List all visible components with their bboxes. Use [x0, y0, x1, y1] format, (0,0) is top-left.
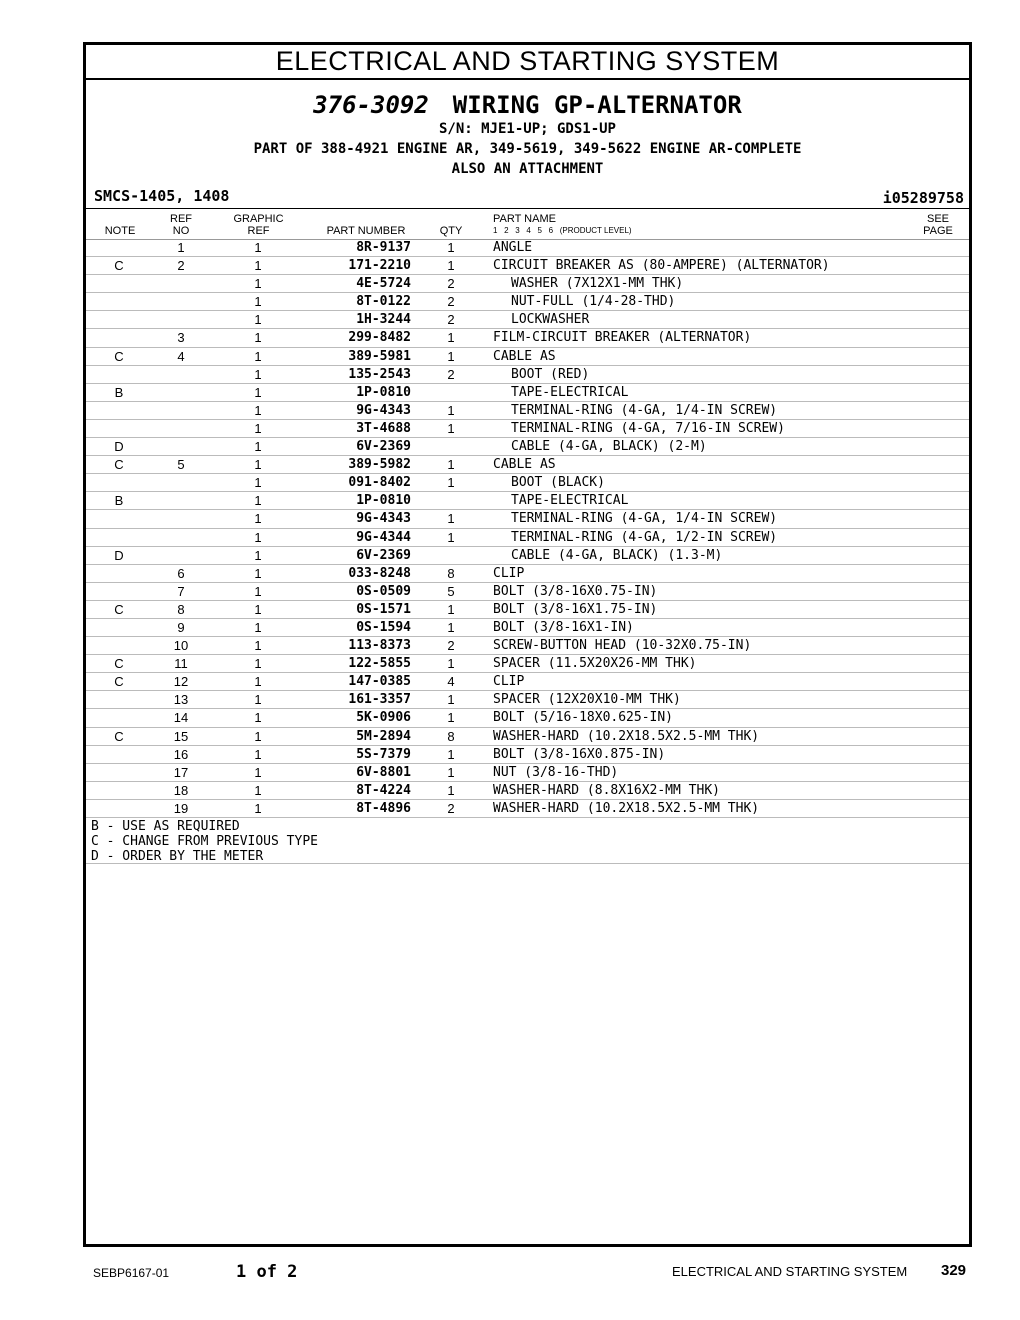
part-number-cell: 1H-3244 [356, 312, 411, 328]
illustration-id: i05289758 [882, 189, 964, 207]
graphic-ref-cell: 1 [254, 511, 262, 527]
graphic-ref-cell: 1 [254, 330, 262, 346]
qty-cell: 1 [447, 764, 455, 780]
graphic-ref-cell: 1 [254, 565, 262, 581]
note-cell: C [114, 674, 124, 690]
qty-cell: 1 [447, 782, 455, 798]
graphic-ref-cell: 1 [254, 439, 262, 455]
ref-no-cell: 19 [173, 800, 189, 816]
table-row [86, 728, 969, 746]
table-row [86, 709, 969, 727]
part-name-cell: TERMINAL-RING (4-GA, 1/2-IN SCREW) [511, 529, 778, 545]
graphic-ref-cell: 1 [254, 547, 262, 563]
table-row [86, 746, 969, 764]
note-cell: C [114, 457, 124, 473]
table-row [86, 311, 969, 329]
part-number-cell: 9G-4344 [356, 529, 411, 545]
graphic-ref-cell: 1 [254, 475, 262, 491]
qty-cell: 1 [447, 511, 455, 527]
part-name-cell: BOLT (3/8-16X0.875-IN) [493, 746, 666, 762]
graphic-ref-cell: 1 [254, 420, 262, 436]
note-cell: C [114, 656, 124, 672]
graphic-ref-cell: 1 [254, 258, 262, 274]
part-name-cell: LOCKWASHER [511, 312, 590, 328]
part-number-cell: 091-8402 [348, 475, 411, 491]
part-number-cell: 299-8482 [348, 330, 411, 346]
table-row [86, 438, 969, 456]
page-frame [83, 42, 972, 1247]
part-name-cell: BOLT (3/8-16X0.75-IN) [493, 583, 658, 599]
col-ref-no-line2: NO [172, 225, 190, 237]
table-row [86, 366, 969, 384]
qty-cell: 8 [447, 565, 455, 581]
group-name: WIRING GP-ALTERNATOR [452, 91, 742, 119]
table-row [86, 474, 969, 492]
part-number-cell: 8R-9137 [356, 240, 411, 255]
part-name-cell: CLIP [493, 565, 525, 581]
table-row [86, 257, 969, 275]
table-row [86, 547, 969, 565]
part-name-cell: TERMINAL-RING (4-GA, 7/16-IN SCREW) [511, 420, 785, 436]
part-name-cell: SPACER (12X20X10-MM THK) [493, 692, 681, 708]
table-row [86, 348, 969, 366]
ref-no-cell: 3 [177, 330, 185, 346]
footer-page-of: 1 of 2 [236, 1262, 298, 1282]
col-graphic-ref-line1: GRAPHIC [233, 213, 284, 225]
graphic-ref-cell: 1 [254, 493, 262, 509]
part-number-cell: 9G-4343 [356, 511, 411, 527]
col-part-number: PART NUMBER [326, 225, 406, 237]
group-title [86, 91, 969, 119]
table-row [86, 529, 969, 547]
part-name-cell: NUT (3/8-16-THD) [493, 764, 619, 780]
footer-doc-number: SEBP6167-01 [93, 1266, 170, 1280]
note-cell: C [114, 348, 124, 364]
col-see-page-line1: SEE [926, 213, 949, 225]
ref-no-cell: 17 [173, 764, 189, 780]
part-name-cell: TAPE-ELECTRICAL [511, 493, 629, 509]
graphic-ref-cell: 1 [254, 601, 262, 617]
part-number-cell: 161-3357 [348, 692, 411, 708]
graphic-ref-cell: 1 [254, 782, 262, 798]
part-number-cell: 4E-5724 [356, 276, 411, 292]
section-title: ELECTRICAL AND STARTING SYSTEM [86, 45, 969, 80]
table-row [86, 420, 969, 438]
qty-cell: 1 [447, 692, 455, 708]
qty-cell: 2 [447, 312, 455, 328]
table-row [86, 510, 969, 528]
graphic-ref-cell: 1 [254, 276, 262, 292]
table-row [86, 782, 969, 800]
qty-cell: 1 [447, 710, 455, 726]
part-number-cell: 0S-1594 [356, 619, 411, 635]
part-name-cell: WASHER-HARD (10.2X18.5X2.5-MM THK) [493, 800, 760, 816]
ref-no-cell: 9 [177, 619, 185, 635]
col-see-page [918, 213, 958, 237]
part-name-cell: SPACER (11.5X20X26-MM THK) [493, 656, 697, 672]
table-row [86, 384, 969, 402]
part-name-cell: BOOT (BLACK) [511, 475, 605, 491]
note-cell: C [114, 601, 124, 617]
ref-no-cell: 4 [177, 348, 185, 364]
ref-no-cell: 11 [174, 656, 188, 672]
qty-cell: 1 [447, 420, 455, 436]
part-number-cell: 033-8248 [348, 565, 411, 581]
graphic-ref-cell: 1 [254, 638, 262, 654]
part-name-cell: BOLT (3/8-16X1.75-IN) [493, 601, 658, 617]
col-see-page-line2: PAGE [923, 225, 953, 237]
table-row [86, 492, 969, 510]
graphic-ref-cell: 1 [254, 619, 262, 635]
graphic-ref-cell: 1 [254, 656, 262, 672]
qty-cell: 2 [447, 800, 455, 816]
ref-no-cell: 2 [177, 258, 185, 274]
part-number-cell: 389-5981 [348, 348, 411, 364]
qty-cell: 1 [447, 240, 455, 255]
part-number-cell: 8T-0122 [356, 294, 411, 310]
part-number-cell: 147-0385 [348, 674, 411, 690]
ref-no-cell: 14 [173, 710, 189, 726]
smcs-code: SMCS-1405, 1408 [94, 187, 230, 205]
group-header [86, 91, 969, 179]
part-name-cell: CLIP [493, 674, 525, 690]
table-row [86, 239, 969, 257]
part-number-cell: 0S-0509 [356, 583, 411, 599]
part-number-cell: 135-2543 [348, 366, 411, 382]
graphic-ref-cell: 1 [254, 240, 262, 255]
qty-cell: 2 [447, 366, 455, 382]
ref-no-cell: 1 [177, 240, 185, 255]
qty-cell: 2 [447, 294, 455, 310]
note-cell: D [114, 547, 124, 563]
qty-cell: 1 [447, 348, 455, 364]
part-name-cell: WASHER (7X12X1-MM THK) [511, 276, 684, 292]
table-row [86, 800, 969, 818]
col-note: NOTE [104, 225, 136, 237]
part-name-cell: CABLE AS [493, 457, 556, 473]
table-row [86, 673, 969, 691]
note-c: C - CHANGE FROM PREVIOUS TYPE [91, 834, 318, 849]
table-row [86, 402, 969, 420]
part-name-cell: CABLE (4-GA, BLACK) (1.3-M) [511, 547, 723, 563]
qty-cell: 1 [447, 475, 455, 491]
qty-cell: 1 [447, 656, 455, 672]
qty-cell: 2 [447, 638, 455, 654]
col-part-name-line1: PART NAME [493, 213, 556, 225]
graphic-ref-cell: 1 [254, 457, 262, 473]
qty-cell: 2 [447, 276, 455, 292]
graphic-ref-cell: 1 [254, 348, 262, 364]
qty-cell: 1 [447, 402, 455, 418]
table-row [86, 601, 969, 619]
part-name-cell: FILM-CIRCUIT BREAKER (ALTERNATOR) [493, 330, 752, 346]
footer-page-number: 329 [941, 1262, 967, 1279]
graphic-ref-cell: 1 [254, 746, 262, 762]
col-graphic-ref-line2: REF [247, 225, 270, 237]
qty-cell: 5 [447, 583, 455, 599]
part-number-cell: 8T-4224 [356, 782, 411, 798]
qty-cell: 1 [447, 457, 455, 473]
part-name-cell: BOLT (3/8-16X1-IN) [493, 619, 634, 635]
part-number-cell: 1P-0810 [356, 493, 411, 509]
part-name-cell: TERMINAL-RING (4-GA, 1/4-IN SCREW) [511, 402, 778, 418]
qty-cell: 1 [447, 601, 455, 617]
part-number-cell: 171-2210 [348, 258, 411, 274]
ref-no-cell: 12 [173, 674, 189, 690]
graphic-ref-cell: 1 [254, 764, 262, 780]
graphic-ref-cell: 1 [254, 710, 262, 726]
graphic-ref-cell: 1 [254, 800, 262, 816]
ref-no-cell: 7 [177, 583, 185, 599]
notes-divider [86, 863, 969, 864]
part-number-cell: 5S-7379 [356, 746, 411, 762]
part-number-cell: 5M-2894 [356, 728, 411, 744]
note-d: D - ORDER BY THE METER [91, 849, 264, 864]
part-name-cell: WASHER-HARD (10.2X18.5X2.5-MM THK) [493, 728, 760, 744]
table-row [86, 329, 969, 347]
graphic-ref-cell: 1 [254, 692, 262, 708]
part-number-cell: 5K-0906 [356, 710, 411, 726]
note-cell: B [114, 384, 124, 400]
qty-cell: 1 [447, 619, 455, 635]
col-part-name [493, 213, 632, 237]
col-qty: QTY [439, 225, 463, 237]
graphic-ref-cell: 1 [254, 312, 262, 328]
note-b: B - USE AS REQUIRED [91, 819, 240, 834]
graphic-ref-cell: 1 [254, 294, 262, 310]
table-row [86, 456, 969, 474]
part-name-cell: WASHER-HARD (8.8X16X2-MM THK) [493, 782, 720, 798]
note-cell: B [114, 493, 124, 509]
graphic-ref-cell: 1 [254, 583, 262, 599]
ref-no-cell: 16 [173, 746, 189, 762]
ref-no-cell: 13 [173, 692, 189, 708]
qty-cell: 1 [447, 529, 455, 545]
part-number-cell: 122-5855 [348, 656, 411, 672]
part-name-cell: NUT-FULL (1/4-28-THD) [511, 294, 676, 310]
part-name-cell: TAPE-ELECTRICAL [511, 384, 629, 400]
part-number-cell: 6V-2369 [356, 439, 411, 455]
part-number-cell: 6V-8801 [356, 764, 411, 780]
qty-cell: 1 [447, 258, 455, 274]
col-ref-no [166, 213, 196, 237]
note-cell: C [114, 258, 124, 274]
graphic-ref-cell: 1 [254, 384, 262, 400]
footer-section: ELECTRICAL AND STARTING SYSTEM [672, 1264, 908, 1279]
col-ref-no-line1: REF [170, 213, 192, 225]
part-number-cell: 113-8373 [348, 638, 411, 654]
table-row [86, 691, 969, 709]
graphic-ref-cell: 1 [254, 366, 262, 382]
graphic-ref-cell: 1 [254, 728, 262, 744]
qty-cell: 1 [447, 746, 455, 762]
part-number-cell: 3T-4688 [356, 420, 411, 436]
group-part-number: 376-3092 [313, 91, 429, 119]
attachment-line: ALSO AN ATTACHMENT [451, 161, 604, 177]
header-divider [86, 208, 969, 209]
ref-no-cell: 5 [177, 457, 185, 473]
table-row [86, 293, 969, 311]
table-row [86, 619, 969, 637]
qty-cell: 4 [447, 674, 455, 690]
part-name-cell: TERMINAL-RING (4-GA, 1/4-IN SCREW) [511, 511, 778, 527]
table-row [86, 655, 969, 673]
part-number-cell: 8T-4896 [356, 800, 411, 816]
part-number-cell: 389-5982 [348, 457, 411, 473]
table-row [86, 275, 969, 293]
serial-range: S/N: MJE1-UP; GDS1-UP [438, 121, 616, 137]
ref-no-cell: 6 [177, 565, 185, 581]
ref-no-cell: 8 [177, 601, 185, 617]
part-name-cell: CIRCUIT BREAKER AS (80-AMPERE) (ALTERNATOR) [493, 258, 830, 274]
qty-cell: 1 [447, 330, 455, 346]
table-row [86, 565, 969, 583]
col-product-level: 1 2 3 4 5 6 (PRODUCT LEVEL) [493, 226, 632, 235]
table-row [86, 583, 969, 601]
part-number-cell: 9G-4343 [356, 402, 411, 418]
part-name-cell: BOLT (5/16-18X0.625-IN) [493, 710, 674, 726]
part-number-cell: 6V-2369 [356, 547, 411, 563]
part-number-cell: 1P-0810 [356, 384, 411, 400]
note-cell: C [114, 728, 124, 744]
table-row [86, 764, 969, 782]
part-name-cell: BOOT (RED) [511, 366, 590, 382]
part-number-cell: 0S-1571 [356, 601, 411, 617]
parts-table [86, 239, 969, 818]
graphic-ref-cell: 1 [254, 674, 262, 690]
graphic-ref-cell: 1 [254, 529, 262, 545]
col-graphic-ref [231, 213, 286, 237]
part-name-cell: SCREW-BUTTON HEAD (10-32X0.75-IN) [493, 638, 752, 654]
ref-no-cell: 18 [173, 782, 189, 798]
qty-cell: 8 [447, 728, 455, 744]
notes-legend [91, 819, 318, 864]
ref-no-cell: 10 [173, 638, 189, 654]
graphic-ref-cell: 1 [254, 402, 262, 418]
note-cell: D [114, 439, 124, 455]
part-of-line: PART OF 388-4921 ENGINE AR, 349-5619, 349-5622 ENGINE AR-COMPLETE [253, 141, 802, 157]
table-row [86, 637, 969, 655]
ref-no-cell: 15 [173, 728, 189, 744]
part-name-cell: CABLE AS [493, 348, 556, 364]
part-name-cell: CABLE (4-GA, BLACK) (2-M) [511, 439, 707, 455]
part-name-cell: ANGLE [493, 240, 533, 255]
